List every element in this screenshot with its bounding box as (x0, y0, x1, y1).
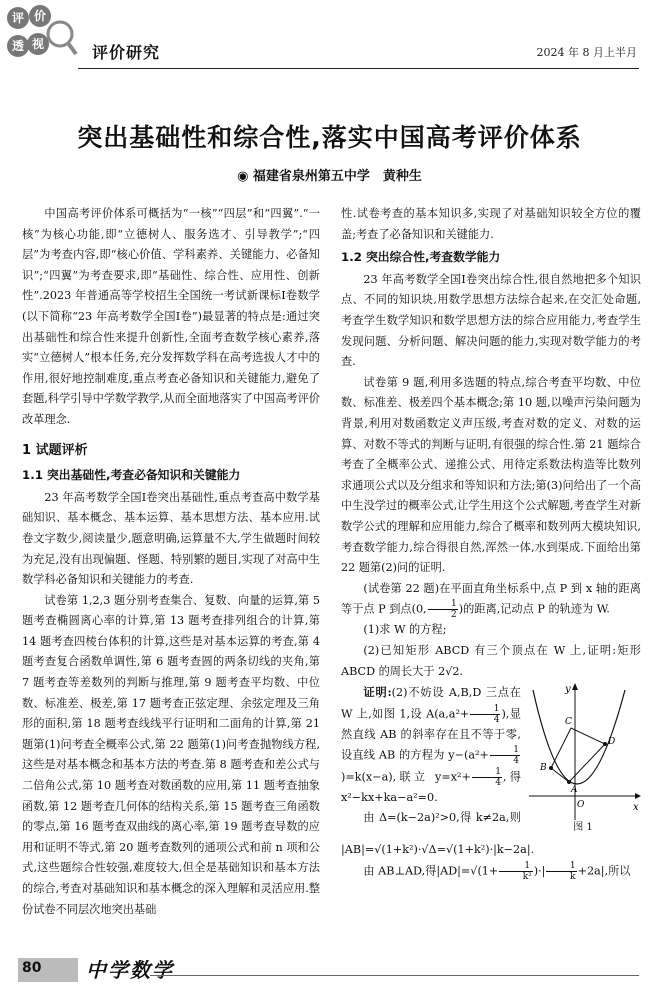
article-title: 突出基础性和综合性,落实中国高考评价体系 (77, 123, 582, 152)
parabola-diagram (525, 682, 641, 822)
paragraph: 性.试卷考查的基本知识多,实现了对基础知识较全方位的覆盖;考查了必备知识和关键能力. (341, 207, 641, 241)
x-axis-label: x (633, 802, 639, 814)
column-title: 评价研究 (92, 43, 161, 62)
problem-statement: (试卷第 22 题)在平面直角坐标系中,点 P 到 x 轴的距离等于点 P 到点(0, $\frac{1}{2}$ )的距离,记动点 P 的轨迹为 W. (341, 581, 641, 621)
paragraph: 23 年高考数学全国Ⅰ卷突出基础性,重点考查高中数学基础知识、基本概念、基本运算、基本思想方法、基本应用.试卷文字数少,阅读量少,题意明确,运算量不大,学生做题时间较为充足,没有出现偏题、怪题、特别繁的题目,实现了对高中生数学科必备知识和关键能力的考查. (22, 490, 320, 587)
figure-caption: 图 1 (573, 822, 593, 834)
footer-rule (150, 975, 639, 976)
column-logo-icon (4, 4, 78, 70)
fraction: $\frac{1}{k}$ (546, 861, 576, 882)
figure-1 (525, 682, 641, 838)
paragraph: 23 年高考数学全国Ⅰ卷突出综合性,很自然地把多个知识点、不同的知识块,用数学思想方法综合起来,在交汇处命题,考查学生数学知识和数学思想方法的综合应用能力,考查学生发现问题、分析问题、解决问题的能力,实现对数学能力的考查. (341, 272, 641, 369)
logo-char-1: 评 (11, 11, 25, 25)
point-label-b: B (540, 763, 547, 774)
problem-part-2: (2)已知矩形 ABCD 有三个顶点在 W 上,证明:矩形 ABCD 的周长大于 2√2. (341, 643, 641, 678)
y-axis-label: y (565, 684, 571, 696)
problem-part-1: (1)求 W 的方程; (363, 623, 447, 637)
proof-paragraph: 证明:(2)不妨设 A,B,D 三点在 W 上,如图 1,设 A(a,a²+ $\frac{1}{4}$ ),显然直线 AB 的斜率存在且不等于零,设直线 AB 的方程为 y−(a²+ $\frac{1}{4}$ )=k(x−a),联立 y=x²+ $\frac{1}{4}$ ,得 x²−kx+ka−a²=0. (341, 685, 521, 804)
origin-label: O (577, 800, 585, 811)
delta-paragraph: 由 Δ=(k−2a)²>0,得 k≠2a,则 |AB|=√(1+k²)·√Δ=√(1+k²)·|k−2a|. (341, 811, 535, 857)
section-heading-1-1: 1.1 突出基础性,考查必备知识和关键能力 (22, 468, 241, 483)
page-header (0, 0, 659, 68)
fraction: $\frac{1}{2}$ (428, 599, 458, 620)
ad-paragraph: 由 AB⊥AD,得|AD|=√(1+ $\frac{1}{\text{k²}}$ )·| $\frac{1}{k}$ +2a|,所以 (363, 860, 631, 882)
section-heading-1: 1 试题评析 (22, 442, 88, 458)
point-label-d: D (608, 737, 616, 748)
issue-date: 2024 年 8 月上半月 (536, 46, 637, 59)
fraction: $\frac{1}{4}$ (472, 767, 502, 788)
proof-label: 证明: (363, 685, 392, 700)
point-label-c: C (565, 717, 572, 728)
point-label-a: A (571, 785, 578, 796)
fraction: $\frac{1}{4}$ (490, 745, 520, 766)
left-column (22, 204, 320, 920)
fraction: $\frac{1}{4}$ (470, 704, 500, 725)
page-number: 80 (22, 960, 42, 976)
fraction: $\frac{1}{\text{k²}}$ (499, 861, 532, 882)
section-heading-1-2: 1.2 突出综合性,考查数学能力 (341, 250, 501, 265)
intro-paragraph: 中国高考评价体系可概括为“一核”“四层”和“四翼”.“一核”为核心功能,即“立德树人、服务选才、引导教学”;“四层”为考查内容,即“核心价值、学科素养、关键能力、必备知识”;“四翼”为考查要求,即“基础性、综合性、应用性、创新性”.2023 年普通高等学校招生全国统一考试新课标Ⅰ卷数学(以下简称“23 年高考数学全国Ⅰ卷”)最显著的特点是:通过突出基础性和综合性来提升创新性,全面考查数学核心素养,落实“立德树人”根本任务,充分发挥数学科在高考选拔人才中的作用,很好地控制难度,重点考查必备知识和关键能力,避免了套题,科学引导中学数学教学,从而全面地落实了中国高考评价改革理念. (22, 207, 320, 426)
header-rule (78, 68, 639, 69)
logo-char-4: 视 (31, 37, 45, 51)
paragraph: 试卷第 1,2,3 题分别考查集合、复数、向量的运算,第 5 题考查椭圆离心率的计算,第 13 题考查排列组合的计算,第 14 题考查四棱台体积的计算,这些是对基本运算的考查,第 4 题考查复合函数单调性,第 6 题考查圆的两条切线的夹角,第 7 题考查等差数列的判断与推理,第 9 题考查平均数、中位数、标准差、极差,第 17 题考查正弦定理、余弦定理及三角形的面积,第 18 题考查线线平行证明和二面角的计算,第 21 题第(1)问考查全概率公式,第 22 题第(1)问考查抛物线方程,这些是对基本概念和基本方法的考查.第 8 题考查和差公式与二倍角公式,第 10 题考查对数函数的应用,第 11 题考查抽象函数,第 12 题考查几何体的结构关系,第 15 题考查三角函数的零点,第 16 题考查双曲线的离心率,第 19 题考查导数的应用和证明不等式,第 20 题考查数列的通项公式和前 n 项和公式,这些题综合性较强,难度较大,但全是基础知识和基本方法的综合,考查对基础知识和基本概念的深入理解和灵活应用.整份试卷不同层次地突出基础 (22, 593, 320, 916)
logo-char-3: 透 (11, 39, 25, 53)
paragraph: 试卷第 9 题,利用多选题的特点,综合考查平均数、中位数、标准差、极差四个基本概念;第 10 题,以噪声污染问题为背景,利用对数函数定义声压级,考查对数的定义、对数的运算、对数不等式的判断与证明,有很强的综合性.第 21 题综合考查了全概率公式、递推公式、用待定系数法构造等比数列求通项公式以及分组求和等知识和方法;第(3)问给出了一个高中生没学过的概率公式,让学生用这个公式解题,考查学生对新数学公式的理解和应用能力,综合了概率和数列两大模块知识,考查数学能力,综合得很自然,浑然一体,水到渠成.下面给出第 22 题第(2)问的证明. (341, 375, 641, 575)
journal-name: 中学数学 (86, 958, 174, 982)
right-column (341, 204, 641, 882)
article-author: ◉ 福建省泉州第五中学 黄种生 (237, 169, 422, 184)
logo-char-2: 价 (33, 9, 47, 23)
rectangle-abcd (551, 728, 605, 782)
